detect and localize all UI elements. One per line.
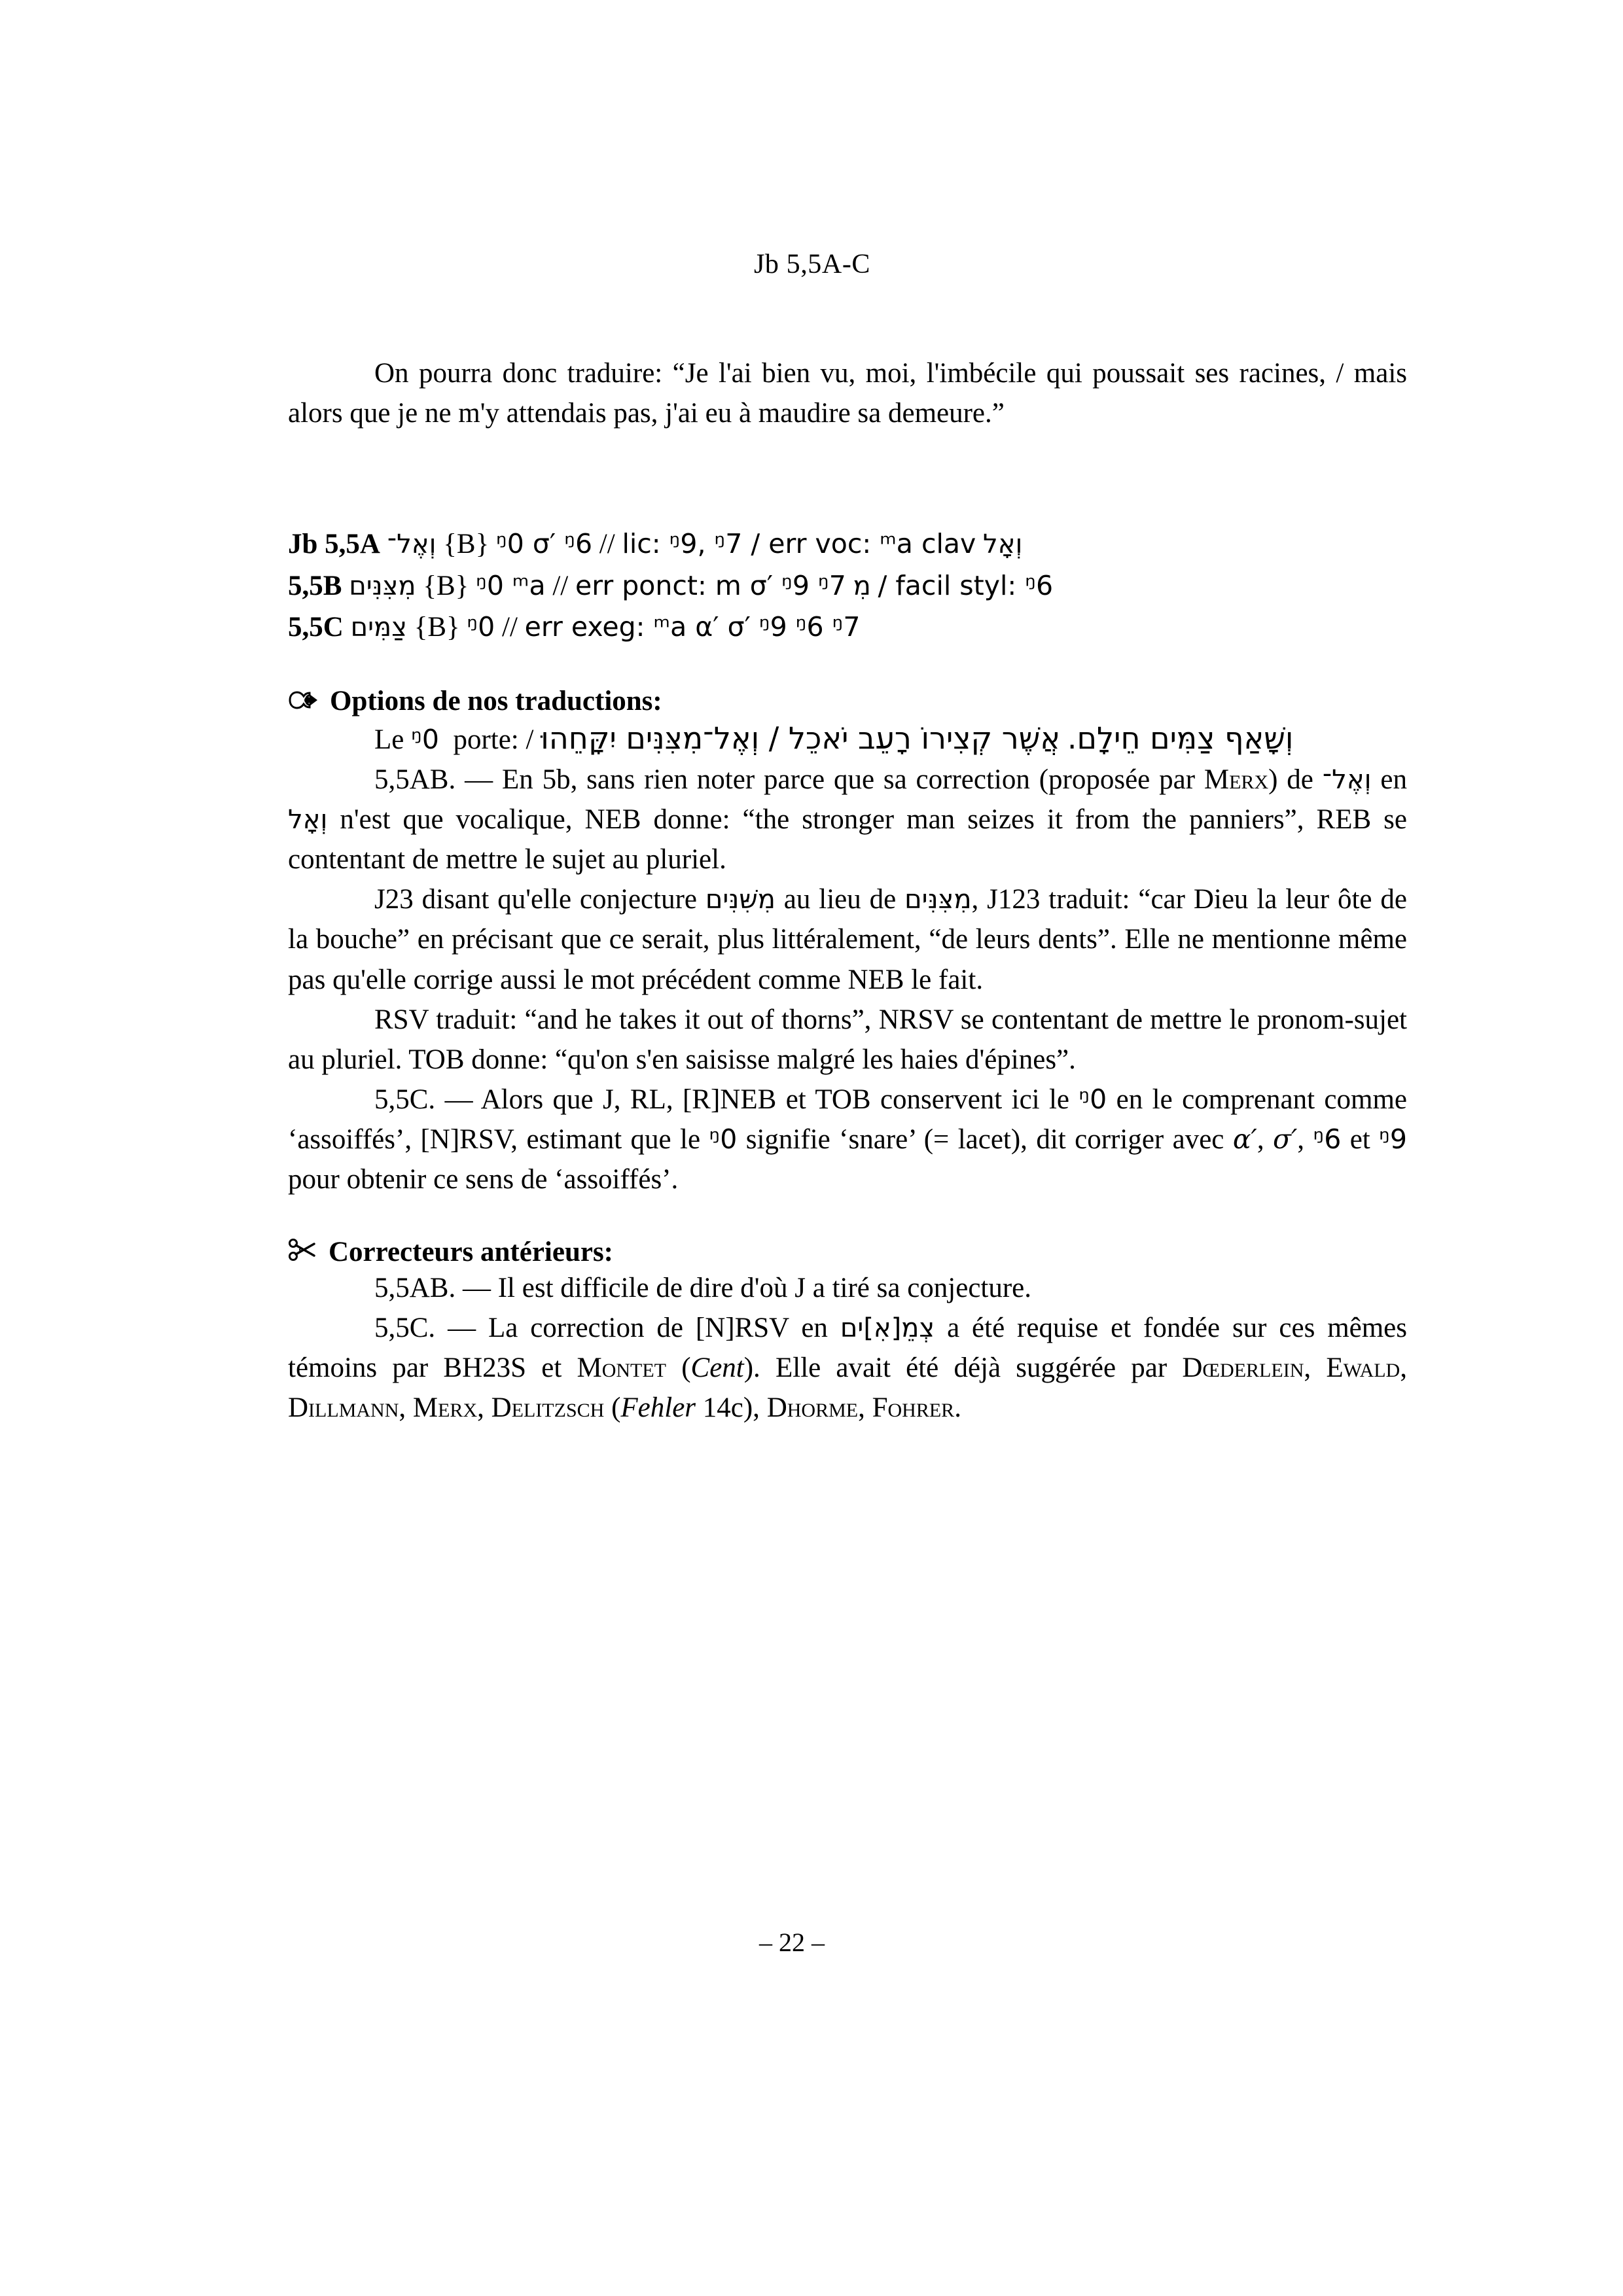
text-run: . xyxy=(954,1392,961,1423)
apparatus-witnesses: ᵑ0 σ′ ᵑ6 xyxy=(496,528,593,560)
mt-siglum: ᵑ0 xyxy=(411,723,439,755)
text-run: en le comprenant comme ‘assoiffés’, [N]RSV, estimant que le xyxy=(288,1084,1407,1155)
hebrew-run: וְאָל xyxy=(288,805,328,836)
text-run: 14c), xyxy=(696,1392,767,1423)
paragraph-55ab xyxy=(288,760,1407,879)
mt-reading-paragraph xyxy=(288,717,1407,760)
text-run: au lieu de xyxy=(775,884,905,915)
text-run: , J123 traduit: “car Dieu la leur ôte de la bouche” en précisant que ce serait, plus littéralement, “de leurs dents”. Elle ne mentionne même pas qu'elle corrige aussi le mot précédent comme NEB le fait. xyxy=(288,884,1407,995)
author-name: Dhorme xyxy=(766,1392,859,1423)
apparatus-line xyxy=(288,565,1407,607)
spacer xyxy=(288,433,1407,523)
text-run: a été requise et fondée sur ces mêmes témoins par BH23S et xyxy=(288,1312,1407,1383)
pointing-hand-ornament-icon xyxy=(288,690,318,710)
text-run: n'est que vocalique, NEB donne: “the stronger man seizes it from the panniers”, REB se contentant de mettre le sujet au pluriel. xyxy=(288,804,1407,875)
apparatus-witnesses: ᵑ0 xyxy=(467,611,495,643)
apparatus-rating: {B} xyxy=(423,570,469,601)
apparatus-witnesses: ᵑ0 ᵐa xyxy=(476,569,546,601)
paragraph-55c xyxy=(288,1080,1407,1199)
greek-siglum: α′ xyxy=(1232,1123,1257,1155)
apparatus-variant-hebrew: וְאָל xyxy=(983,529,1023,560)
apparatus-ref: 5,5B xyxy=(288,570,342,601)
author-name: Dillmann xyxy=(288,1392,399,1423)
text-run: , xyxy=(858,1392,872,1423)
apparatus-variant-hebrew: מִ xyxy=(853,571,871,601)
text-run: ( xyxy=(604,1392,621,1423)
intro-paragraph: On pourra donc traduire: “Je l'ai bien vu, moi, l'imbécile qui poussait ses racines, / mais alors que je ne m'y attendais pas, j'ai eu à maudire sa demeure.” xyxy=(288,358,1407,429)
correctors-section-heading xyxy=(288,1236,1407,1268)
author-name: Delitzsch xyxy=(491,1392,605,1423)
author-name: Fohrer xyxy=(872,1392,955,1423)
text-run: 5,5AB. — En 5b, sans rien noter parce que sa correction (proposée par xyxy=(374,764,1204,796)
hebrew-run: וְאֶל־ xyxy=(1322,765,1372,796)
apparatus-ref: 5,5C xyxy=(288,612,344,643)
work-title: Cent xyxy=(690,1352,744,1383)
witness-siglum: ᵑ6 xyxy=(1313,1123,1342,1155)
hebrew-run: מִשִּׁנִּים xyxy=(705,885,776,915)
text-run: ). Elle avait été déjà suggérée par xyxy=(743,1352,1183,1383)
text-run: , xyxy=(477,1392,491,1423)
apparatus-line xyxy=(288,607,1407,648)
text-run: ) de xyxy=(1268,764,1323,796)
text-run: , xyxy=(1400,1352,1407,1383)
apparatus-separator: // xyxy=(502,612,518,643)
text-run: en xyxy=(1371,764,1407,796)
text-run: 5,5C. — La correction de [N]RSV en xyxy=(374,1312,840,1343)
work-title: Fehler xyxy=(620,1392,696,1423)
apparatus-rating: {B} xyxy=(414,612,460,643)
critical-apparatus xyxy=(288,523,1407,648)
author-name: Dœderlein xyxy=(1182,1352,1304,1383)
apparatus-variants: err ponct: m σ′ ᵑ9 ᵑ7 xyxy=(575,569,846,601)
correctors-section-title: Correcteurs antérieurs: xyxy=(329,1236,613,1267)
mt-hebrew-quote-line-1: אֲשֶׁר קְצִירוֹ רָעֵב יֹאכֵל / וְאֶל־מִצִּנִּים יִקָּחֵהוּ xyxy=(541,720,1061,756)
text-run: RSV traduit: “and he takes it out of thorns”, NRSV se contentant de mettre le pronom-sujet au pluriel. TOB donne: “qu'on s'en saisisse malgré les haies d'épines”. xyxy=(288,1004,1407,1075)
apparatus-lemma-hebrew: צַמִּים xyxy=(350,612,407,643)
options-section-title: Options de nos traductions: xyxy=(330,685,662,716)
text-run: pour obtenir ce sens de ‘assoiffés’. xyxy=(288,1163,679,1195)
text-run: signifie ‘snare’ (= lacet), dit corriger avec xyxy=(737,1123,1233,1155)
spacer xyxy=(288,648,1407,685)
text-run: , xyxy=(1257,1123,1273,1155)
mt-hebrew-quote-line-2: וְשָׁאַף צַמִּים חֵילָם. xyxy=(1067,720,1294,756)
spacer xyxy=(288,1199,1407,1236)
text-run: 5,5C. — Alors que J, RL, [R]NEB et TOB conservent ici le xyxy=(374,1084,1079,1115)
author-name: Merx xyxy=(1204,764,1269,796)
text-run: et xyxy=(1341,1123,1380,1155)
text-run: J23 disant qu'elle conjecture xyxy=(374,884,705,915)
options-section-heading xyxy=(288,685,1407,717)
author-name: Ewald xyxy=(1326,1352,1400,1383)
apparatus-variants-tail: / facil styl: ᵑ6 xyxy=(878,569,1054,601)
apparatus-separator: // xyxy=(599,529,615,560)
apparatus-variants: lic: ᵑ9, ᵑ7 / err voc: ᵐa clav xyxy=(622,528,976,560)
text-run: , xyxy=(1304,1352,1327,1383)
text-run: , xyxy=(399,1392,413,1423)
greek-siglum: σ′ xyxy=(1272,1123,1298,1155)
author-name: Montet xyxy=(577,1352,667,1383)
text-run: 5,5AB. — Il est difficile de dire d'où J a tiré sa conjecture. xyxy=(374,1272,1032,1303)
text-run: ( xyxy=(666,1352,691,1383)
author-name: Merx xyxy=(412,1392,478,1423)
witness-siglum: ᵑ0 xyxy=(1079,1083,1107,1115)
paragraph-rsv xyxy=(288,1000,1407,1080)
apparatus-ref: Jb 5,5A xyxy=(288,529,380,560)
apparatus-rating: {B} xyxy=(443,529,490,560)
mt-porte-label: porte: / xyxy=(453,724,534,755)
witness-siglum: ᵑ0 xyxy=(709,1123,738,1155)
paragraph-correctors-55ab xyxy=(288,1268,1407,1308)
apparatus-lemma-hebrew: מִצִּנִּים xyxy=(349,571,416,601)
page-number: – 22 – xyxy=(759,1928,825,1957)
paragraph-j23 xyxy=(288,879,1407,999)
mt-lead-label: Le xyxy=(374,724,404,755)
apparatus-line xyxy=(288,523,1407,565)
text-run: , xyxy=(1297,1123,1313,1155)
hebrew-run: צְמֵ[אִ]ים xyxy=(840,1313,935,1343)
apparatus-lemma-hebrew: וְאֶל־ xyxy=(387,529,437,560)
hebrew-run: מִצִּנִּים xyxy=(904,885,972,915)
apparatus-separator: // xyxy=(552,570,569,601)
scissors-icon xyxy=(288,1239,317,1261)
paragraph-correctors-55c xyxy=(288,1308,1407,1428)
apparatus-variants: err exeg: ᵐa α′ σ′ ᵑ9 ᵑ6 ᵑ7 xyxy=(524,611,861,643)
witness-siglum: ᵑ9 xyxy=(1379,1123,1407,1155)
running-head: Jb 5,5A-C xyxy=(753,249,871,279)
